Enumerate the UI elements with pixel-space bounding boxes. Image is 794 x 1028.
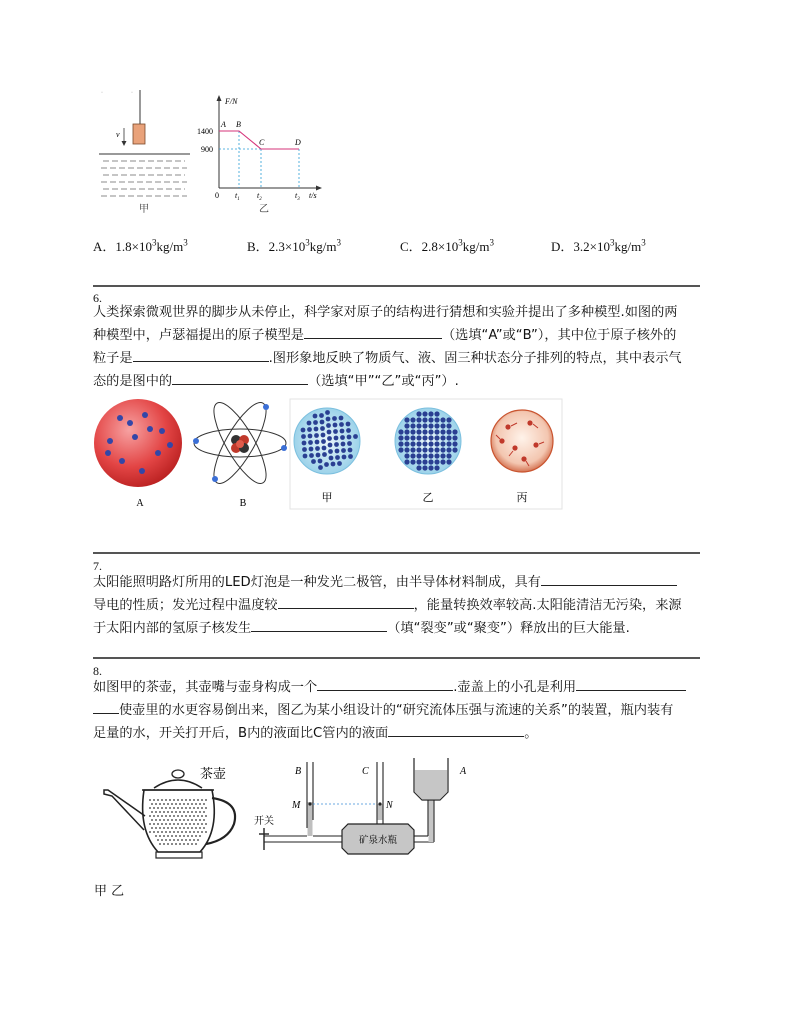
- q8-blank-2-cont[interactable]: [93, 699, 119, 714]
- q8-teapot-figure: [98, 760, 248, 866]
- svg-text:茶壶: 茶壶: [200, 766, 227, 781]
- svg-text:C: C: [259, 138, 265, 147]
- q6-blank-1[interactable]: [304, 324, 442, 339]
- option-d[interactable]: D．$3.2\times 10^3kg/m^3$: [551, 237, 646, 254]
- svg-text:开关: 开关: [254, 816, 274, 827]
- q8-apparatus-figure: [250, 750, 490, 860]
- q7-blank-1[interactable]: [541, 571, 677, 586]
- q6-blank-2[interactable]: [133, 347, 269, 362]
- q7-number: 7.: [93, 559, 102, 573]
- svg-text:D: D: [295, 138, 301, 147]
- fig-yi-caption: 乙: [259, 204, 269, 215]
- v-label: v: [116, 130, 120, 139]
- svg-text:N: N: [386, 800, 393, 811]
- svg-text:t/s: t/s: [309, 191, 317, 200]
- state-bing-circle: [491, 410, 553, 472]
- q8-caption: 甲 乙: [94, 884, 125, 899]
- q5-figure-jia: [95, 88, 195, 218]
- q6-text: 人类探索微观世界的脚步从未停止，科学家对原子的结构进行猜想和实验并提出了多种模型.如图的两 种模型中，卢瑟福提出的原子模型是 （选填“A”或“B”），其中位于原子核外的 粒子是 .图形象地反映了物质气、液、固三种状态分子排列的特点，其中表示气 态的是图中的 （选填“甲”“乙”或“丙”）.: [93, 305, 682, 389]
- q8-blank-3[interactable]: [388, 722, 524, 737]
- fig-jia-caption: 甲: [139, 204, 149, 215]
- svg-text:·: ·: [101, 90, 103, 96]
- svg-text:C: C: [362, 766, 369, 777]
- model-a-plum-pudding: [94, 399, 182, 487]
- svg-text:·: ·: [131, 90, 133, 96]
- svg-text:B: B: [236, 120, 241, 129]
- option-c[interactable]: C．$2.8\times 10^3kg/m^3$: [400, 237, 494, 254]
- svg-text:A: A: [136, 498, 144, 509]
- svg-text:A: A: [221, 120, 226, 129]
- svg-text:矿泉水瓶: 矿泉水瓶: [358, 836, 398, 846]
- q8-blank-1[interactable]: [317, 676, 453, 691]
- svg-text:F/N: F/N: [225, 97, 238, 106]
- separator-1: [93, 285, 700, 287]
- q7-blank-3[interactable]: [251, 617, 387, 632]
- svg-text:0: 0: [215, 191, 219, 200]
- svg-text:900: 900: [201, 145, 213, 154]
- svg-text:丙: 丙: [516, 492, 528, 504]
- q8-number: 8.: [93, 664, 102, 678]
- q6-number: 6.: [93, 291, 102, 305]
- svg-text:B: B: [295, 766, 302, 777]
- q6-figures: [90, 393, 570, 513]
- svg-text:A: A: [460, 766, 467, 777]
- separator-2: [93, 552, 700, 554]
- q8-blank-2[interactable]: [576, 676, 686, 691]
- svg-text:甲: 甲: [321, 492, 333, 504]
- q6-blank-3[interactable]: [172, 370, 308, 385]
- state-yi-circle: [395, 408, 461, 474]
- svg-text:乙: 乙: [422, 492, 434, 504]
- svg-text:t3: $t_3$: [295, 191, 300, 202]
- q7-text: 太阳能照明路灯所用的LED灯泡是一种发光二极管，由半导体材料制成，具有 导电的性质；发光过程中温度较 ，能量转换效率较高.太阳能清洁无污染，来源 于太阳内部的氢原子核发生 （填“裂变”或“聚变”）释放出的巨大能量.: [93, 571, 703, 640]
- separator-3: [93, 657, 700, 659]
- svg-text:M: M: [292, 800, 301, 811]
- svg-text:1400: 1400: [197, 127, 213, 136]
- option-b[interactable]: B．$2.3\times 10^3kg/m^3$: [247, 237, 341, 254]
- q7-blank-2[interactable]: [278, 594, 414, 609]
- q5-graph-yi: [195, 92, 330, 217]
- svg-text:t1: $t_1$: [235, 191, 240, 202]
- svg-text:t2: $t_2$: [257, 191, 262, 202]
- state-jia-circle: [294, 408, 360, 474]
- svg-text:B: B: [239, 498, 247, 509]
- q8-text: 如图甲的茶壶，其壶嘴与壶身构成一个 .壶盖上的小孔是利用 使壶里的水更容易倒出来，图乙为某小组设计的“研究流体压强与流速的关系”的装置，瓶内装有 足量的水，开关打开后，B内的液面比C管内的液面 。: [93, 676, 703, 745]
- option-a[interactable]: A．$1.8\times 10^3kg/m^3$: [93, 237, 188, 254]
- block: [133, 124, 145, 144]
